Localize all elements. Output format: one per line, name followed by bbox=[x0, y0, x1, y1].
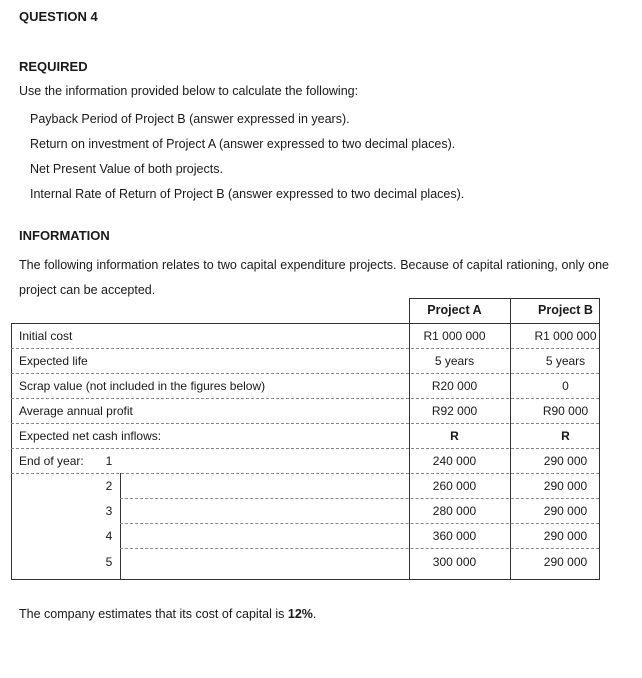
row-label: Expected life bbox=[19, 354, 88, 368]
cell-project-a: 300 000 bbox=[432, 555, 477, 569]
cell-project-b: 290 000 bbox=[543, 504, 588, 518]
cell-project-b: 290 000 bbox=[543, 555, 588, 569]
cell-project-a: R1 000 000 bbox=[423, 329, 486, 343]
information-heading: INFORMATION bbox=[19, 228, 110, 243]
cell-project-a: 360 000 bbox=[432, 529, 477, 543]
cell-project-b: R bbox=[561, 429, 570, 443]
cell-project-b: R1 000 000 bbox=[534, 329, 597, 343]
cell-project-a: R bbox=[450, 429, 459, 443]
years-label: End of year: bbox=[19, 454, 84, 468]
year-number: 1 bbox=[105, 454, 113, 468]
table-column-divider bbox=[510, 298, 511, 580]
task-item: Net Present Value of both projects. bbox=[30, 162, 223, 176]
cost-of-capital-rate: 12% bbox=[287, 607, 313, 621]
cell-project-a: R20 000 bbox=[431, 379, 478, 393]
row-label: Initial cost bbox=[19, 329, 73, 343]
cell-project-b: 290 000 bbox=[543, 454, 588, 468]
data-table bbox=[11, 298, 600, 580]
table-top-border bbox=[409, 298, 599, 299]
year-number: 4 bbox=[105, 529, 113, 543]
cell-project-b: 5 years bbox=[545, 354, 586, 368]
information-paragraph: The following information relates to two capital expenditure projects. Because of capital rationing, only one project can be accepted. bbox=[19, 258, 609, 297]
required-heading: REQUIRED bbox=[19, 59, 88, 74]
task-item: Payback Period of Project B (answer expressed in years). bbox=[30, 112, 350, 126]
cost-note-suffix: . bbox=[312, 607, 317, 621]
table-bottom-border bbox=[11, 579, 599, 580]
cell-project-a: R92 000 bbox=[431, 404, 478, 418]
table-header-border bbox=[11, 323, 599, 324]
cell-project-b: 0 bbox=[562, 379, 569, 393]
cell-project-b: 290 000 bbox=[543, 529, 588, 543]
question-title: QUESTION 4 bbox=[19, 9, 98, 24]
row-label: Average annual profit bbox=[19, 404, 133, 418]
year-number: 3 bbox=[105, 504, 113, 518]
header-project-b: Project B bbox=[538, 303, 593, 317]
cell-project-a: 240 000 bbox=[432, 454, 477, 468]
year-number: 5 bbox=[105, 555, 113, 569]
year-divider bbox=[120, 473, 121, 580]
cell-project-b: R90 000 bbox=[542, 404, 589, 418]
cost-of-capital-note bbox=[19, 607, 316, 621]
required-intro: Use the information provided below to calculate the following: bbox=[19, 84, 359, 98]
cell-project-a: 5 years bbox=[434, 354, 475, 368]
cell-project-a: 260 000 bbox=[432, 479, 477, 493]
header-project-a: Project A bbox=[427, 303, 482, 317]
table-border-left bbox=[11, 323, 12, 580]
cost-note-prefix: The company estimates that its cost of capital is bbox=[19, 607, 288, 621]
cell-project-b: 290 000 bbox=[543, 479, 588, 493]
task-item: Return on investment of Project A (answer expressed to two decimal places). bbox=[30, 137, 456, 151]
cell-project-a: 280 000 bbox=[432, 504, 477, 518]
row-label: Expected net cash inflows: bbox=[19, 429, 162, 443]
task-item: Internal Rate of Return of Project B (answer expressed to two decimal places). bbox=[30, 187, 465, 201]
year-number: 2 bbox=[105, 479, 113, 493]
row-label: Scrap value (not included in the figures below) bbox=[19, 379, 266, 393]
